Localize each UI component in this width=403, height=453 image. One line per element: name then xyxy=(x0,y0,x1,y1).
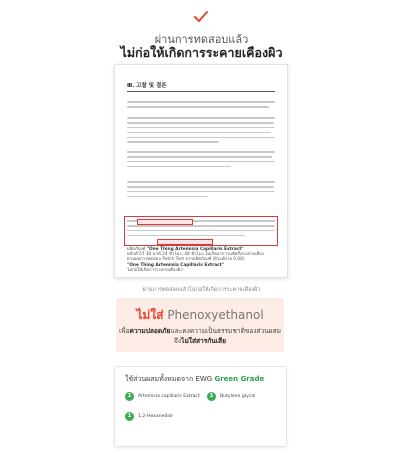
ingredient-name: 1,2-Hexanediol xyxy=(138,414,173,419)
test-report-document xyxy=(114,64,288,278)
document-section-title: Ⅲ. 고찰 및 결론 xyxy=(127,83,167,89)
header-title: ไม่ก่อให้เกิดการระคายเคืองผิว xyxy=(120,45,283,60)
ewg-grade-badge: 1 xyxy=(207,392,216,401)
no-phenoxyethanol-title: ไม่ใส่ Phenoxyethanol xyxy=(136,308,264,322)
document-divider xyxy=(127,91,275,92)
ewg-card-title: ใช้ส่วนผสมทั้งหมดจาก EWG Green Grade xyxy=(125,375,265,383)
header-subtitle: ผ่านการทดสอบแล้ว xyxy=(154,33,249,46)
document-paragraph-2 xyxy=(127,117,275,146)
ewg-grade-badge: 1 xyxy=(125,392,134,401)
english-summary: ผลิตภัณฑ์ "One Thing Artemisia Capillaris Extract" หลังทำไว้ 30 นาที,24 ชั่วโมง, 48 ชั่วโมง ไม่เกิดอาการแพ้หรือระคายเคือง ตามผลการทดสอบ Patch Test จากผลิตภัณฑ์ (ผิวแพ้ง่าย 0.00) "One Thing Artemisia Capillaris Extract" ไม่ก่อให้เกิดการระคายเคืองผิว xyxy=(127,247,264,273)
document-paragraph-4 xyxy=(127,181,275,201)
highlighted-product-name-2 xyxy=(157,239,213,245)
no-phenoxyethanol-description: เพื่อความปลอดภัยและคงความเป็นธรรมชาติของส่วนผสม จึงไม่ใส่สารกันเสีย xyxy=(118,327,282,345)
highlighted-product-name xyxy=(137,219,193,225)
ewg-ingredients-card xyxy=(114,366,287,447)
no-phenoxyethanol-banner xyxy=(116,298,284,352)
check-mark-icon xyxy=(193,10,209,24)
ingredient-name: Butylene glycol xyxy=(220,394,256,399)
ewg-grade-badge: 1 xyxy=(125,412,134,421)
ingredient-name: Artemisia capillaris Extract xyxy=(138,394,200,399)
document-paragraph-3 xyxy=(127,151,275,171)
document-paragraph-1 xyxy=(127,101,275,111)
document-caption: ผ่านการทดสอบแล้วไม่ก่อให้เกิดการระคายเคืองผิว xyxy=(142,287,261,293)
